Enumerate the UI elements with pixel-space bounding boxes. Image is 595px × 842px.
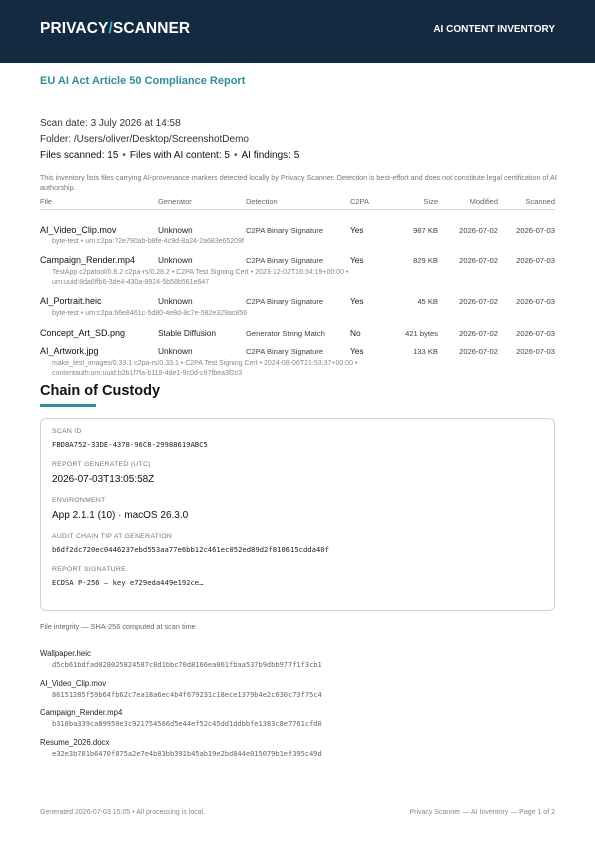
col-header-scanned: Scanned — [525, 197, 555, 206]
col-header-detection: Detection — [246, 197, 278, 206]
report-title: EU AI Act Article 50 Compliance Report — [40, 75, 246, 87]
integrity-file-hash: b310ba339ca89950e3c921754566d5e44ef52c45dd1ddbbfe1383c8e7761cfd0 — [52, 720, 322, 728]
col-header-c2pa: C2PA — [350, 197, 370, 206]
audit-chain-label: AUDIT CHAIN TIP AT GENERATION — [52, 533, 173, 540]
signature-value: ECDSA P-256 — key e729eda449e192ce… — [52, 578, 204, 587]
summary-separator: • — [122, 150, 126, 161]
row-size: 45 KB — [417, 297, 438, 306]
row-file: AI_Artwork.jpg — [40, 346, 99, 356]
report-header — [0, 0, 595, 63]
environment-label: ENVIRONMENT — [52, 497, 106, 504]
custody-title-underline — [40, 404, 96, 407]
ai-findings: AI findings: 5 — [241, 150, 300, 161]
scan-id-value: FBD8A752-33DE-4378-96C8-29988619ABC5 — [52, 440, 208, 449]
row-c2pa: No — [350, 328, 361, 338]
row-file: AI_Video_Clip.mov — [40, 225, 117, 235]
scan-folder: Folder: /Users/oliver/Desktop/ScreenshotDemo — [40, 134, 249, 145]
integrity-file-hash: d5cb61bdfad028025824587c8d1bbc70d8166ea061fbaa537b9dbb977f1f3cb1 — [52, 661, 322, 669]
integrity-title: File integrity — SHA-256 computed at scan time — [40, 622, 196, 631]
integrity-file-name: AI_Video_Clip.mov — [40, 679, 107, 688]
row-provenance: byte-test • urn:c2pa:72e790ab-b8fe-4c9d-8a24-2a683e65209f — [52, 238, 244, 245]
row-detection: C2PA Binary Signature — [246, 256, 324, 265]
row-size: 421 bytes — [405, 329, 438, 338]
table-header-divider — [40, 209, 555, 210]
row-scanned: 2026-07-03 — [516, 256, 555, 265]
row-size: 987 KB — [413, 226, 438, 235]
row-provenance-id: contentauth:urn:uuid:b2b1f7fa-b119-4de1-9c0d-c97fbea3f2c3 — [52, 370, 243, 377]
row-c2pa: Yes — [350, 255, 364, 265]
integrity-file-hash: e32e3b701b6470f875a2e7e4b83bb391b45ab19e2bd844e015079b1ef395c49d — [52, 750, 322, 758]
disclaimer: This inventory lists files carrying AI-provenance markers detected locally by Privacy Scanner. Detection is best-effort and does not constitute legal certification of AI authorship. — [40, 173, 557, 192]
integrity-file-name: Wallpaper.heic — [40, 649, 91, 658]
row-file: Concept_Art_SD.png — [40, 328, 126, 338]
integrity-file-name: Resume_2026.docx — [40, 738, 110, 747]
integrity-file-name: Campaign_Render.mp4 — [40, 708, 123, 717]
row-generator: Unknown — [158, 225, 193, 235]
brand-logo — [40, 20, 190, 38]
row-generator: Unknown — [158, 255, 193, 265]
scan-date: Scan date: 3 July 2026 at 14:58 — [40, 118, 181, 129]
row-modified: 2026-07-02 — [459, 226, 498, 235]
row-generator: Unknown — [158, 296, 193, 306]
row-c2pa: Yes — [350, 346, 364, 356]
row-detection: Generator String Match — [246, 329, 325, 338]
row-c2pa: Yes — [350, 225, 364, 235]
row-file: AI_Portrait.heic — [40, 296, 102, 306]
custody-title: Chain of Custody — [40, 383, 161, 399]
row-detection: C2PA Binary Signature — [246, 297, 324, 306]
signature-label: REPORT SIGNATURE — [52, 566, 126, 573]
row-detection: C2PA Binary Signature — [246, 347, 324, 356]
row-provenance: TestApp c2patool/0.6.2 c2pa-rs/0.28.2 • C2PA Test Signing Cert • 2023-12-02T16:34:19+00:00 • — [52, 269, 349, 276]
summary-separator: • — [233, 150, 238, 161]
col-header-generator: Generator — [158, 197, 192, 206]
row-generator: Unknown — [158, 346, 193, 356]
row-scanned: 2026-07-03 — [516, 329, 555, 338]
row-size: 133 KB — [413, 347, 438, 356]
row-c2pa: Yes — [350, 296, 364, 306]
generated-label: REPORT GENERATED (UTC) — [52, 461, 151, 468]
col-header-size: Size — [423, 197, 438, 206]
row-generator: Stable Diffusion — [158, 328, 216, 338]
row-detection: C2PA Binary Signature — [246, 226, 324, 235]
integrity-file-hash: 86151285f59b64fb62c7ea18a6ec4b4f679231c18ece1379b4e2c630c73f75c4 — [52, 691, 322, 699]
header-section-label: AI CONTENT INVENTORY — [433, 24, 555, 35]
row-provenance-id: urn:uuid:8da6ffb6-3de4-430a-8924-5b58b561e647 — [52, 279, 210, 286]
audit-chain-value: b6df2dc720ec0446237ebd553aa77e6bb12c461ec052ed89d2f810615cdda40f — [52, 545, 329, 554]
scan-summary — [40, 150, 299, 161]
row-modified: 2026-07-02 — [459, 256, 498, 265]
row-file: Campaign_Render.mp4 — [40, 255, 136, 265]
row-scanned: 2026-07-03 — [516, 347, 555, 356]
footer-generated: Generated 2026-07-03 15:05 • All processing is local. — [40, 809, 206, 816]
row-scanned: 2026-07-03 — [516, 297, 555, 306]
brand-left: PRIVACY — [40, 20, 109, 37]
col-header-modified: Modified — [469, 197, 498, 206]
footer-page-info: Privacy Scanner — AI Inventory — Page 1 of 2 — [409, 809, 555, 816]
environment-value: App 2.1.1 (10) · macOS 26.3.0 — [52, 510, 189, 521]
row-size: 829 KB — [413, 256, 438, 265]
brand-right: SCANNER — [112, 20, 191, 37]
row-scanned: 2026-07-03 — [516, 226, 555, 235]
row-modified: 2026-07-02 — [459, 297, 498, 306]
col-header-file: File — [40, 197, 53, 206]
row-provenance: byte-test • urn:c2pa:66e8461c-5d80-4e8d-8c7e-582e329ac856 — [52, 310, 248, 317]
row-modified: 2026-07-02 — [459, 329, 498, 338]
files-ai: Files with AI content: 5 — [129, 150, 230, 161]
row-provenance: make_test_images/0.33.1 c2pa-rs/0.33.1 • C2PA Test Signing Cert • 2024-08-06T21:53:37+00:00 • — [52, 360, 358, 367]
files-scanned: Files scanned: 15 — [40, 150, 119, 161]
generated-value: 2026-07-03T13:05:58Z — [52, 474, 155, 485]
row-modified: 2026-07-02 — [459, 347, 498, 356]
scan-id-label: SCAN ID — [52, 428, 82, 435]
brand-slash: / — [108, 20, 113, 37]
